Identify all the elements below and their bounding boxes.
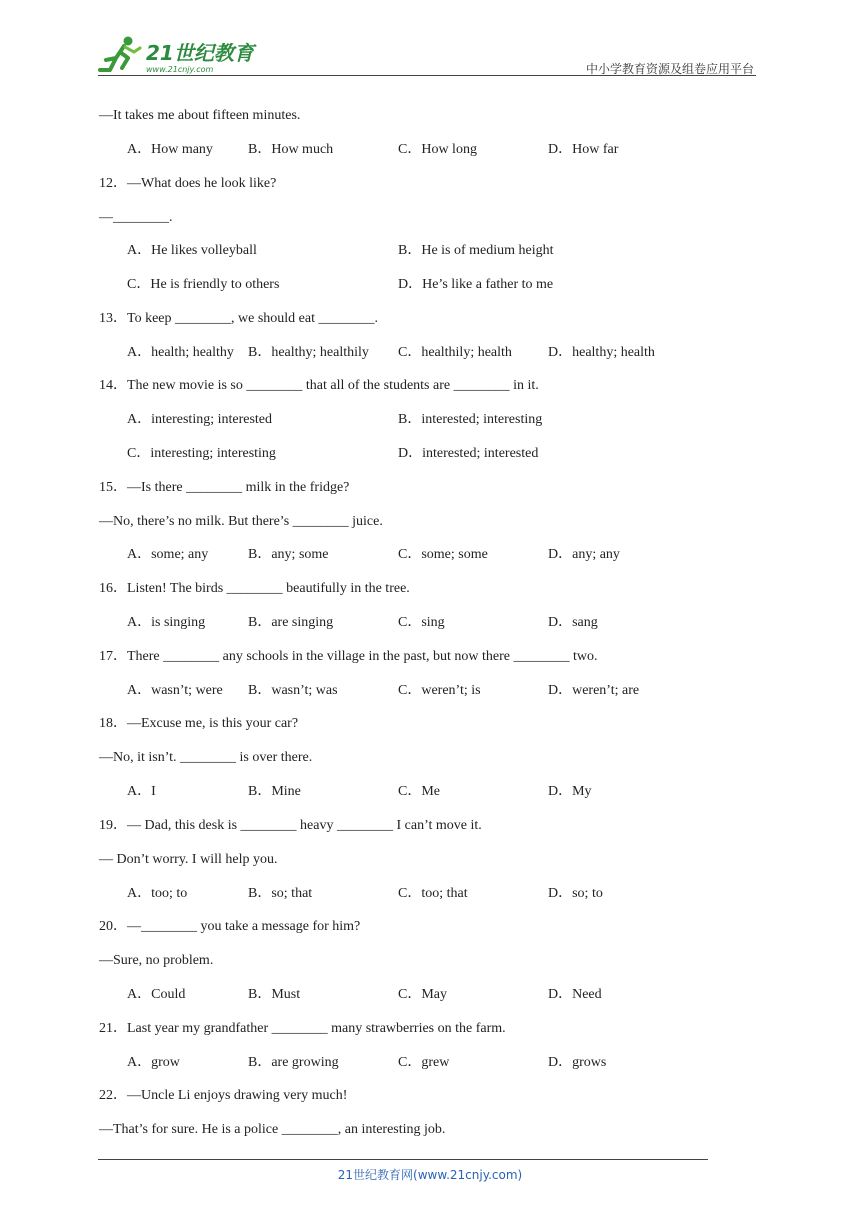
option-b[interactable]: B．are singing: [248, 615, 334, 630]
option-c[interactable]: C．sing: [398, 615, 445, 630]
option-c[interactable]: C．How long: [398, 142, 477, 157]
option-d[interactable]: D．My: [548, 784, 592, 799]
option-b[interactable]: B．are growing: [248, 1055, 339, 1070]
header-divider: [98, 75, 756, 76]
logo-url: www.21cnjy.com: [146, 65, 214, 74]
question-line: 22．—Uncle Li enjoys drawing very much!: [99, 1088, 348, 1103]
option-c[interactable]: C．May: [398, 987, 447, 1002]
question-line: —No, there’s no milk. But there’s ________ juice.: [99, 514, 383, 529]
option-b[interactable]: B．healthy; healthily: [248, 345, 369, 360]
question-line: — Don’t worry. I will help you.: [99, 852, 278, 867]
option-d[interactable]: D．Need: [548, 987, 602, 1002]
option-b[interactable]: B．How much: [248, 142, 334, 157]
question-line: 19．— Dad, this desk is ________ heavy ________ I can’t move it.: [99, 818, 482, 833]
question-line: —That’s for sure. He is a police ________, an interesting job.: [99, 1122, 446, 1137]
runner-icon: [100, 37, 140, 71]
option-b[interactable]: B．He is of medium height: [398, 243, 554, 258]
option-a[interactable]: A．health; healthy: [127, 345, 234, 360]
option-a[interactable]: A．some; any: [127, 547, 209, 562]
question-line: 17．There ________ any schools in the village in the past, but now there ________ two.: [99, 649, 598, 664]
option-a[interactable]: A．too; to: [127, 886, 188, 901]
question-line: 15．—Is there ________ milk in the fridge?: [99, 480, 350, 495]
question-line: 14．The new movie is so ________ that all of the students are ________ in it.: [99, 378, 539, 393]
option-a[interactable]: A．is singing: [127, 615, 206, 630]
option-b[interactable]: B．interested; interesting: [398, 412, 543, 427]
option-a[interactable]: A．I: [127, 784, 156, 799]
option-c[interactable]: C．interesting; interesting: [127, 446, 276, 461]
question-line: 18．—Excuse me, is this your car?: [99, 716, 299, 731]
option-a[interactable]: A．grow: [127, 1055, 180, 1070]
option-d[interactable]: D．any; any: [548, 547, 620, 562]
footer-divider: [98, 1159, 708, 1160]
logo-text: 21世纪教育: [146, 41, 254, 65]
option-a[interactable]: A．Could: [127, 987, 186, 1002]
option-d[interactable]: D．How far: [548, 142, 619, 157]
option-a[interactable]: A．He likes volleyball: [127, 243, 257, 258]
question-line: 12．—What does he look like?: [99, 176, 277, 191]
platform-label: 中小学教育资源及组卷应用平台: [585, 62, 754, 76]
option-d[interactable]: D．He’s like a father to me: [398, 277, 554, 292]
option-c[interactable]: C．grew: [398, 1055, 450, 1070]
question-line: —It takes me about fifteen minutes.: [99, 108, 301, 123]
question-line: 16．Listen! The birds ________ beautifully in the tree.: [99, 581, 410, 596]
option-a[interactable]: A．wasn’t; were: [127, 683, 223, 698]
question-line: 13．To keep ________, we should eat ________.: [99, 311, 378, 326]
question-line: —Sure, no problem.: [99, 953, 214, 968]
option-b[interactable]: B．Mine: [248, 784, 301, 799]
option-b[interactable]: B．Must: [248, 987, 301, 1002]
page-header: [98, 30, 756, 78]
option-b[interactable]: B．so; that: [248, 886, 313, 901]
question-line: 21．Last year my grandfather ________ many strawberries on the farm.: [99, 1021, 506, 1036]
option-d[interactable]: D．so; to: [548, 886, 603, 901]
option-c[interactable]: C．healthily; health: [398, 345, 512, 360]
option-d[interactable]: D．interested; interested: [398, 446, 539, 461]
option-c[interactable]: C．weren’t; is: [398, 683, 481, 698]
option-a[interactable]: A．How many: [127, 142, 213, 157]
option-d[interactable]: D．grows: [548, 1055, 607, 1070]
option-c[interactable]: C．Me: [398, 784, 440, 799]
question-line: 20．—________ you take a message for him?: [99, 919, 361, 934]
option-a[interactable]: A．interesting; interested: [127, 412, 273, 427]
option-c[interactable]: C．too; that: [398, 886, 468, 901]
option-b[interactable]: B．wasn’t; was: [248, 683, 338, 698]
question-line: —________.: [99, 210, 173, 225]
option-c[interactable]: C．He is friendly to others: [127, 277, 280, 292]
logo: [98, 34, 258, 76]
option-c[interactable]: C．some; some: [398, 547, 488, 562]
option-d[interactable]: D．weren’t; are: [548, 683, 640, 698]
option-d[interactable]: D．healthy; health: [548, 345, 655, 360]
question-line: —No, it isn’t. ________ is over there.: [99, 750, 313, 765]
footer-link[interactable]: 21世纪教育网(www.21cnjy.com): [337, 1168, 523, 1182]
option-b[interactable]: B．any; some: [248, 547, 329, 562]
option-d[interactable]: D．sang: [548, 615, 598, 630]
